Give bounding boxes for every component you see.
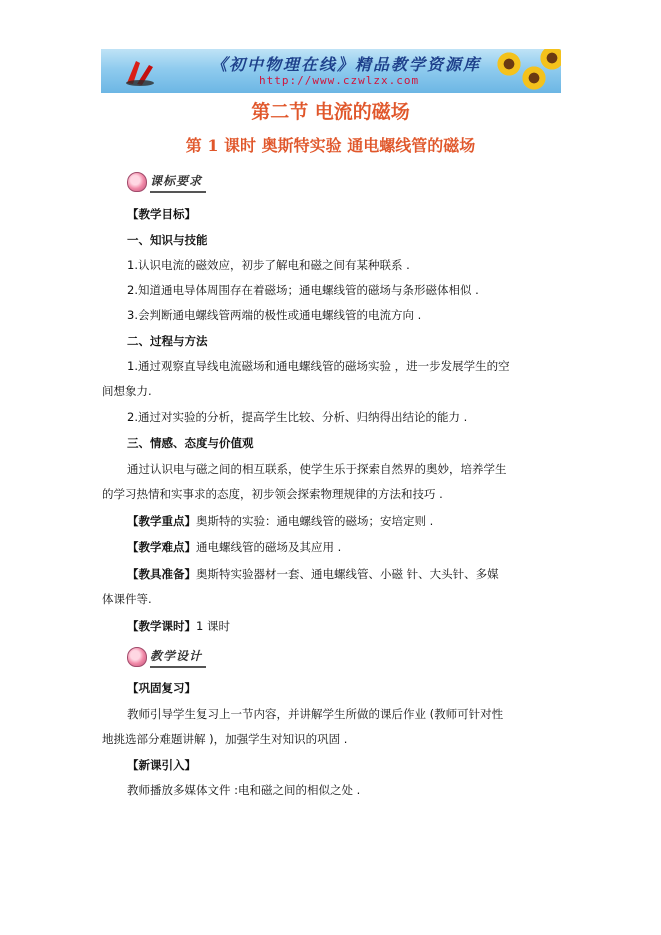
goals-label: 【教学目标】 [127,207,196,221]
design-stamp-label: 教学设计 [150,646,206,668]
class-hours [127,618,230,634]
class-hours-label: 【教学课时】 [127,619,196,633]
knowledge-heading: 一、知识与技能 [127,233,208,247]
knowledge-item-2: 2.知道通电导体周围存在着磁场；通电螺线管的磁场与条形磁体相似 . [127,283,479,297]
design-stamp [127,645,206,669]
lightbulb-icon [127,172,147,192]
process-heading: 二、过程与方法 [127,334,208,348]
knowledge-item-3: 3.会判断通电螺线管两端的极性或通电螺线管的电流方向 . [127,308,422,322]
requirements-stamp-label: 课标要求 [150,171,206,193]
difficult-point-label: 【教学难点】 [127,540,196,554]
requirements-stamp [127,170,206,194]
attitude-text-a: 通过认识电与磁之间的相互联系，使学生乐于探索自然界的奥妙，培养学生 [127,462,507,476]
tools-text: 奥斯特实验器材一套、通电螺线管、小磁 针、大头针、多媒 [196,567,499,581]
review-text-b: 地挑选部分难题讲解 )，加强学生对知识的巩固 . [102,732,348,746]
attitude-heading: 三、情感、态度与价值观 [127,436,254,450]
review-label: 【巩固复习】 [127,681,196,695]
key-point-text: 奥斯特的实验：通电螺线管的磁场；安培定则 . [196,514,434,528]
key-point-label: 【教学重点】 [127,514,196,528]
tools [127,566,499,582]
site-logo-icon [123,57,157,87]
section-title: 第二节 电流的磁场 [251,101,410,123]
banner-url[interactable]: http://www.czwlzx.com [259,74,420,87]
tools-label: 【教具准备】 [127,567,196,581]
attitude-text-b: 的学习热情和实事求的态度，初步领会探索物理规律的方法和技巧 . [102,487,443,501]
tools-text-2: 体课件等. [102,592,152,606]
lesson-title: 第 1 课时 奥斯特实验 通电螺线管的磁场 [185,136,476,155]
process-item-1a: 1.通过观察直导线电流磁场和通电螺线管的磁场实验 ，进一步发展学生的空 [127,359,510,373]
difficult-point-text: 通电螺线管的磁场及其应用 . [196,540,342,554]
intro-text: 教师播放多媒体文件 :电和磁之间的相似之处 . [127,783,361,797]
process-item-2: 2.通过对实验的分析，提高学生比较、分析、归纳得出结论的能力 . [127,410,468,424]
process-item-1b: 间想象力. [102,384,152,398]
site-banner [101,49,561,93]
knowledge-item-1: 1.认识电流的磁效应，初步了解电和磁之间有某种联系 . [127,258,410,272]
key-point [127,513,433,529]
lightbulb-icon [127,647,147,667]
class-hours-text: 1 课时 [196,619,230,633]
banner-title: 《初中物理在线》精品教学资源库 [211,55,482,74]
review-text-a: 教师引导学生复习上一节内容，并讲解学生所做的课后作业 (教师可针对性 [127,707,504,721]
difficult-point [127,539,341,555]
intro-label: 【新课引入】 [127,758,196,772]
